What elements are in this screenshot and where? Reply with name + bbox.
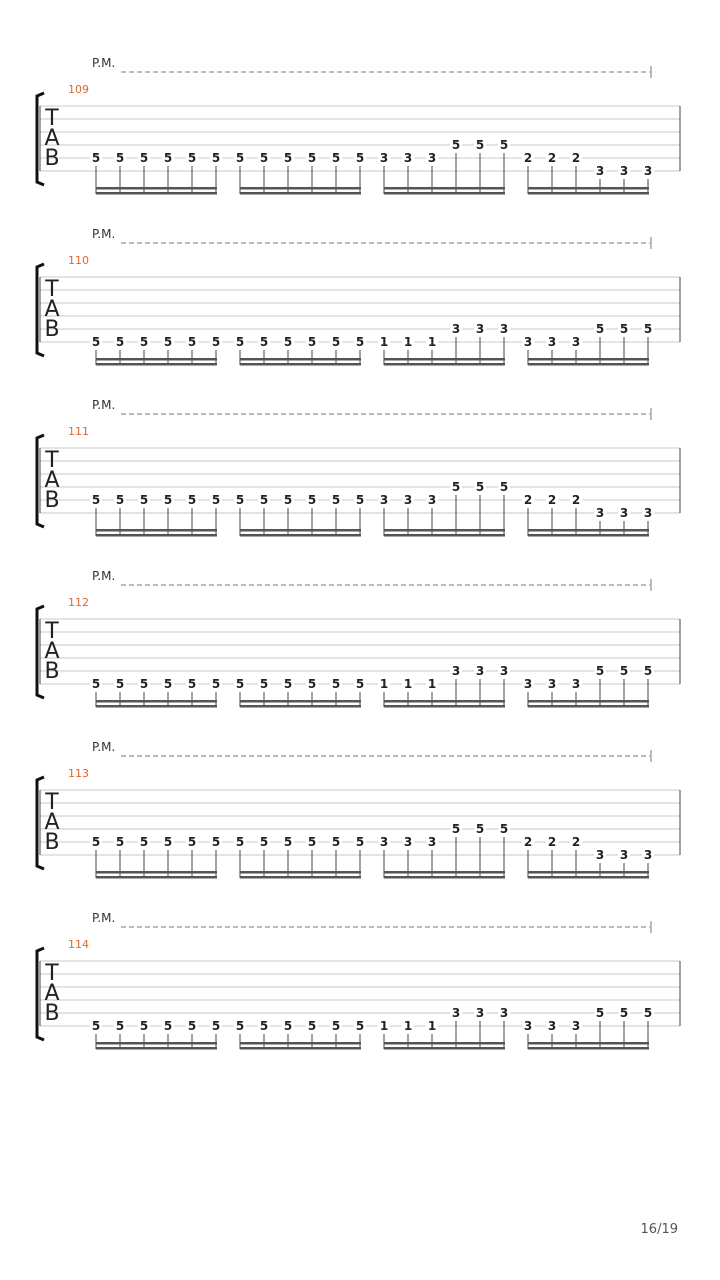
fret-number: 3 [499, 664, 509, 678]
fret-number: 1 [379, 1019, 389, 1033]
tab-clef-letter: A [44, 981, 60, 1006]
fret-number: 1 [403, 1019, 413, 1033]
fret-number: 5 [235, 835, 245, 849]
fret-number: 5 [187, 835, 197, 849]
measure-number: 111 [68, 425, 89, 438]
fret-number: 5 [307, 335, 317, 349]
fret-number: 5 [211, 493, 221, 507]
fret-number: 5 [139, 335, 149, 349]
fret-number: 1 [403, 677, 413, 691]
tab-system [37, 911, 680, 1050]
fret-number: 5 [211, 335, 221, 349]
beam [384, 187, 505, 190]
tab-clef-letter: A [44, 468, 60, 493]
tab-clef-letter: T [45, 106, 59, 131]
fret-number: 5 [451, 822, 461, 836]
fret-number: 3 [643, 848, 653, 862]
fret-number: 5 [91, 677, 101, 691]
tab-clef-letter: A [44, 126, 60, 151]
fret-number: 5 [283, 677, 293, 691]
fret-number: 5 [163, 677, 173, 691]
fret-number: 5 [283, 835, 293, 849]
fret-number: 5 [331, 151, 341, 165]
fret-number: 5 [499, 480, 509, 494]
fret-number: 3 [595, 164, 605, 178]
fret-number: 5 [355, 1019, 365, 1033]
fret-number: 5 [643, 322, 653, 336]
fret-number: 5 [211, 835, 221, 849]
fret-number: 5 [355, 835, 365, 849]
tab-clef-letter: T [45, 961, 59, 986]
measure-number: 112 [68, 596, 89, 609]
fret-number: 5 [163, 493, 173, 507]
beam [240, 358, 361, 361]
fret-number: 5 [307, 151, 317, 165]
fret-number: 3 [619, 164, 629, 178]
fret-number: 5 [163, 1019, 173, 1033]
fret-number: 5 [331, 1019, 341, 1033]
fret-number: 5 [259, 151, 269, 165]
fret-number: 3 [643, 506, 653, 520]
fret-number: 5 [331, 835, 341, 849]
fret-number: 5 [307, 835, 317, 849]
fret-number: 5 [115, 335, 125, 349]
fret-number: 5 [595, 664, 605, 678]
fret-number: 2 [523, 151, 533, 165]
tab-clef-letter: T [45, 277, 59, 302]
beam [528, 871, 649, 874]
fret-number: 2 [523, 493, 533, 507]
fret-number: 5 [163, 335, 173, 349]
fret-number: 5 [91, 1019, 101, 1033]
fret-number: 5 [163, 151, 173, 165]
fret-number: 5 [331, 677, 341, 691]
fret-number: 5 [283, 335, 293, 349]
beam [240, 1047, 361, 1050]
fret-number: 3 [403, 835, 413, 849]
fret-number: 5 [283, 493, 293, 507]
tab-clef-letter: A [44, 639, 60, 664]
fret-number: 3 [571, 335, 581, 349]
fret-number: 5 [91, 493, 101, 507]
fret-number: 3 [427, 835, 437, 849]
beam [528, 1047, 649, 1050]
fret-number: 3 [451, 1006, 461, 1020]
tab-clef-letter: A [44, 810, 60, 835]
beam [528, 876, 649, 879]
fret-number: 5 [475, 480, 485, 494]
fret-number: 5 [139, 151, 149, 165]
fret-number: 5 [595, 1006, 605, 1020]
tab-clef-letter: B [44, 1001, 60, 1026]
tab-clef-letter: B [44, 146, 60, 171]
beam [240, 700, 361, 703]
beam [240, 529, 361, 532]
tab-clef-letter: T [45, 619, 59, 644]
fret-number: 5 [259, 835, 269, 849]
beam [528, 363, 649, 366]
fret-number: 5 [115, 151, 125, 165]
beam [240, 187, 361, 190]
fret-number: 5 [307, 493, 317, 507]
beam [240, 363, 361, 366]
fret-number: 3 [523, 677, 533, 691]
fret-number: 5 [139, 493, 149, 507]
palm-mute-label: P.M. [92, 740, 116, 754]
fret-number: 3 [403, 151, 413, 165]
fret-number: 5 [211, 151, 221, 165]
palm-mute-label: P.M. [92, 569, 116, 583]
fret-number: 5 [307, 677, 317, 691]
measure-number: 113 [68, 767, 89, 780]
tab-clef-letter: B [44, 659, 60, 684]
fret-number: 5 [91, 835, 101, 849]
fret-number: 5 [115, 677, 125, 691]
palm-mute-label: P.M. [92, 398, 116, 412]
palm-mute-label: P.M. [92, 227, 116, 241]
fret-number: 5 [259, 1019, 269, 1033]
fret-number: 5 [355, 151, 365, 165]
fret-number: 3 [523, 1019, 533, 1033]
fret-number: 5 [235, 151, 245, 165]
fret-number: 5 [139, 1019, 149, 1033]
beam [528, 700, 649, 703]
beam [96, 187, 217, 190]
fret-number: 5 [307, 1019, 317, 1033]
beam [384, 700, 505, 703]
fret-number: 3 [379, 493, 389, 507]
fret-number: 1 [379, 335, 389, 349]
page-number: 16/19 [640, 1222, 678, 1237]
fret-number: 3 [379, 151, 389, 165]
fret-number: 5 [643, 664, 653, 678]
beam [96, 534, 217, 537]
fret-number: 5 [187, 335, 197, 349]
beam [384, 529, 505, 532]
fret-number: 3 [379, 835, 389, 849]
fret-number: 3 [427, 151, 437, 165]
fret-number: 5 [187, 677, 197, 691]
fret-number: 2 [523, 835, 533, 849]
fret-number: 5 [211, 677, 221, 691]
fret-number: 5 [331, 335, 341, 349]
fret-number: 5 [355, 493, 365, 507]
tab-system [37, 398, 680, 537]
beam [96, 363, 217, 366]
fret-number: 3 [571, 677, 581, 691]
beam [384, 876, 505, 879]
tab-clef-letter: T [45, 448, 59, 473]
fret-number: 5 [475, 822, 485, 836]
fret-number: 3 [475, 322, 485, 336]
beam [96, 705, 217, 708]
fret-number: 3 [499, 322, 509, 336]
beam [384, 871, 505, 874]
beam [240, 192, 361, 195]
palm-mute-label: P.M. [92, 56, 116, 70]
fret-number: 5 [187, 1019, 197, 1033]
fret-number: 5 [235, 335, 245, 349]
fret-number: 5 [187, 493, 197, 507]
fret-number: 3 [451, 322, 461, 336]
tab-clef-letter: A [44, 297, 60, 322]
fret-number: 5 [163, 835, 173, 849]
fret-number: 3 [475, 1006, 485, 1020]
beam [96, 876, 217, 879]
fret-number: 5 [139, 835, 149, 849]
fret-number: 5 [91, 151, 101, 165]
fret-number: 1 [379, 677, 389, 691]
fret-number: 5 [139, 677, 149, 691]
fret-number: 5 [235, 677, 245, 691]
fret-number: 2 [547, 151, 557, 165]
fret-number: 3 [499, 1006, 509, 1020]
fret-number: 1 [403, 335, 413, 349]
fret-number: 2 [571, 151, 581, 165]
fret-number: 1 [427, 677, 437, 691]
beam [240, 876, 361, 879]
fret-number: 1 [427, 335, 437, 349]
fret-number: 5 [235, 1019, 245, 1033]
fret-number: 1 [427, 1019, 437, 1033]
measure-number: 109 [68, 83, 89, 96]
fret-number: 5 [259, 677, 269, 691]
tab-clef-letter: T [45, 790, 59, 815]
palm-mute-label: P.M. [92, 911, 116, 925]
fret-number: 3 [619, 506, 629, 520]
beam [96, 529, 217, 532]
fret-number: 2 [547, 835, 557, 849]
fret-number: 3 [547, 335, 557, 349]
fret-number: 3 [571, 1019, 581, 1033]
fret-number: 5 [355, 335, 365, 349]
beam [528, 529, 649, 532]
fret-number: 5 [211, 1019, 221, 1033]
fret-number: 5 [499, 822, 509, 836]
fret-number: 3 [427, 493, 437, 507]
fret-number: 5 [643, 1006, 653, 1020]
fret-number: 5 [619, 664, 629, 678]
beam [528, 534, 649, 537]
fret-number: 3 [547, 1019, 557, 1033]
beam [240, 705, 361, 708]
tab-system [37, 227, 680, 366]
fret-number: 3 [451, 664, 461, 678]
fret-number: 5 [115, 493, 125, 507]
fret-number: 5 [283, 1019, 293, 1033]
tab-clef-letter: B [44, 317, 60, 342]
beam [240, 871, 361, 874]
measure-number: 110 [68, 254, 89, 267]
beam [528, 358, 649, 361]
fret-number: 3 [643, 164, 653, 178]
fret-number: 5 [619, 322, 629, 336]
fret-number: 5 [283, 151, 293, 165]
beam [384, 363, 505, 366]
tab-system [37, 569, 680, 708]
beam [384, 192, 505, 195]
fret-number: 5 [235, 493, 245, 507]
beam [96, 1047, 217, 1050]
tab-system [37, 56, 680, 195]
beam [384, 1042, 505, 1045]
beam [240, 534, 361, 537]
fret-number: 3 [403, 493, 413, 507]
fret-number: 3 [547, 677, 557, 691]
beam [528, 1042, 649, 1045]
fret-number: 2 [571, 493, 581, 507]
fret-number: 3 [595, 848, 605, 862]
fret-number: 5 [331, 493, 341, 507]
beam [96, 1042, 217, 1045]
fret-number: 5 [91, 335, 101, 349]
fret-number: 5 [619, 1006, 629, 1020]
fret-number: 2 [547, 493, 557, 507]
fret-number: 5 [475, 138, 485, 152]
beam [384, 705, 505, 708]
fret-number: 5 [259, 493, 269, 507]
beam [96, 192, 217, 195]
fret-number: 3 [619, 848, 629, 862]
beam [96, 871, 217, 874]
fret-number: 5 [115, 1019, 125, 1033]
tab-clef-letter: B [44, 830, 60, 855]
beam [528, 192, 649, 195]
beam [528, 187, 649, 190]
beam [384, 358, 505, 361]
beam [96, 700, 217, 703]
beam [240, 1042, 361, 1045]
fret-number: 2 [571, 835, 581, 849]
fret-number: 5 [451, 480, 461, 494]
tab-clef-letter: B [44, 488, 60, 513]
beam [528, 705, 649, 708]
fret-number: 3 [475, 664, 485, 678]
fret-number: 5 [259, 335, 269, 349]
fret-number: 5 [187, 151, 197, 165]
beam [384, 1047, 505, 1050]
beam [384, 534, 505, 537]
fret-number: 5 [499, 138, 509, 152]
fret-number: 5 [115, 835, 125, 849]
beam [96, 358, 217, 361]
measure-number: 114 [68, 938, 89, 951]
fret-number: 5 [451, 138, 461, 152]
fret-number: 5 [355, 677, 365, 691]
tab-system [37, 740, 680, 879]
fret-number: 3 [523, 335, 533, 349]
fret-number: 3 [595, 506, 605, 520]
fret-number: 5 [595, 322, 605, 336]
